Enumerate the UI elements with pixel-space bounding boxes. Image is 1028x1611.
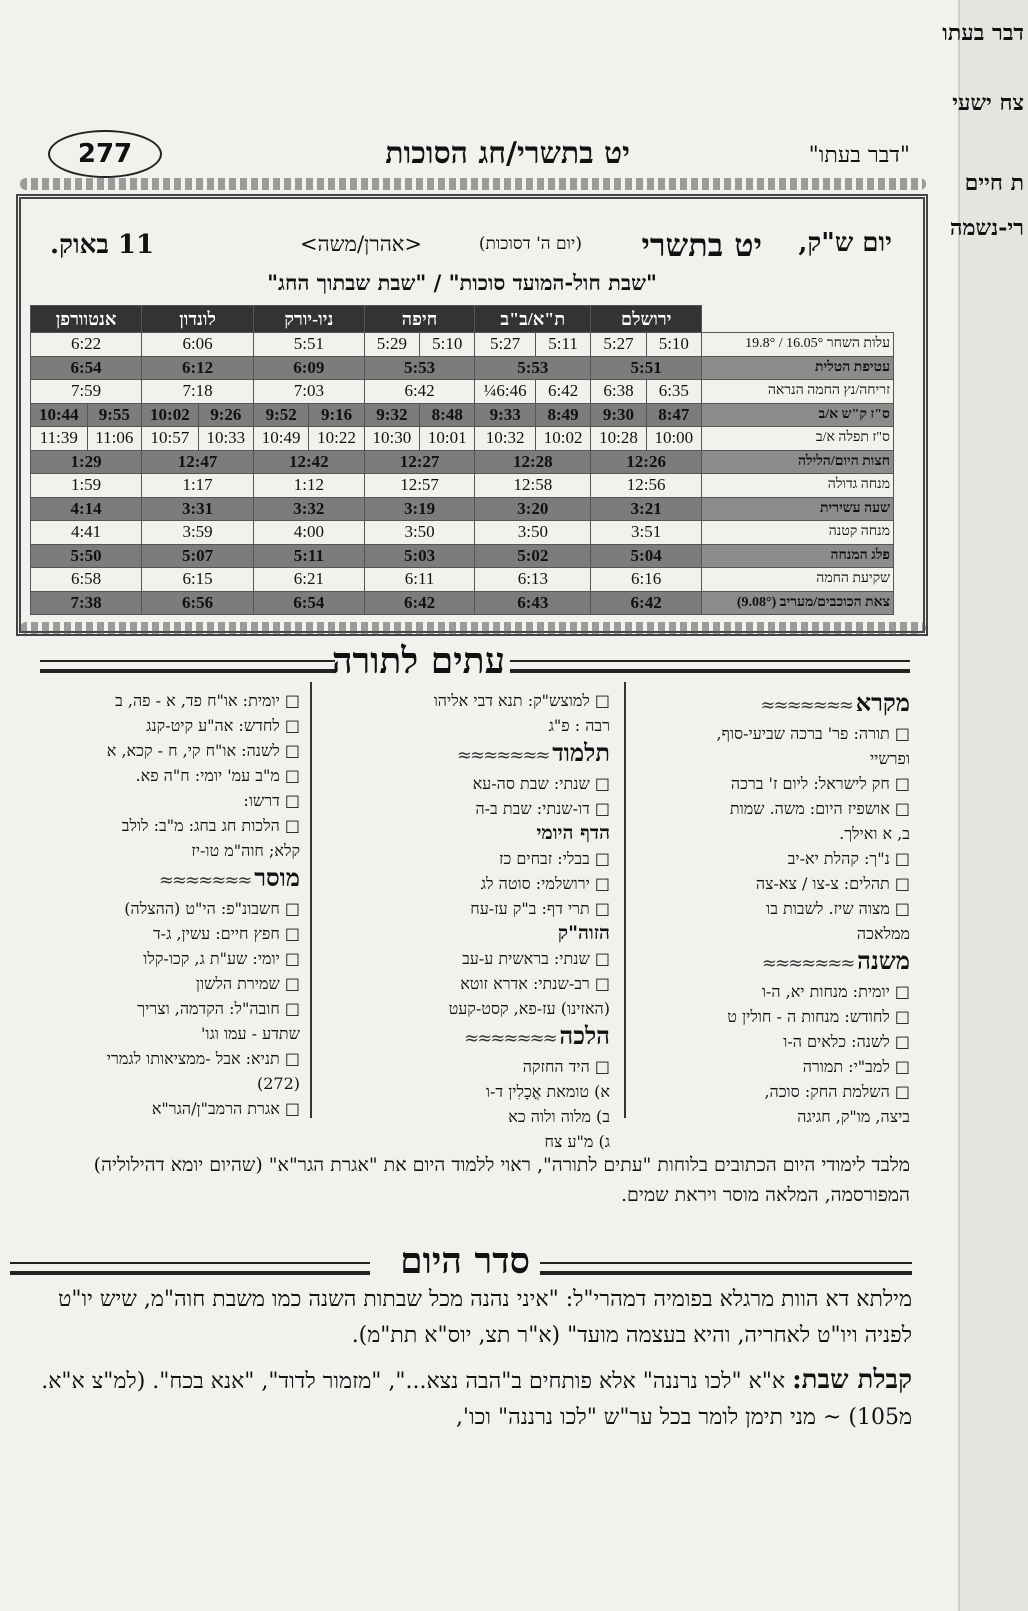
time-cell: 3:32 — [253, 497, 364, 521]
study-line: ג) מ"ע צח — [544, 1132, 610, 1151]
time-cell: 6:58 — [31, 568, 142, 592]
time-cell: 9:52 — [253, 403, 308, 427]
time-cell: 12:58 — [475, 474, 591, 498]
time-cell: 12:47 — [142, 450, 254, 474]
ornament-border-top — [20, 178, 926, 190]
study-line: □ למוצש"ק: תנא דבי אליהו — [433, 691, 610, 710]
shabbat-subtitle: "שבת חול-המועד סוכות" / "שבת שבתוך החג" — [267, 270, 657, 295]
study-line: □ חק לישראל: ליום ז' ברכה — [730, 774, 910, 793]
seder-body — [16, 1282, 912, 1444]
study-line: □ ירושלמי: סוטה לג — [480, 874, 610, 893]
time-cell: 3:59 — [142, 521, 254, 545]
subheading-text: משנה — [857, 946, 910, 975]
study-line: □ לחודש: מנחות ה - חולין ט — [727, 1007, 910, 1026]
row-label: שקיעת החמה — [702, 568, 894, 592]
time-cell: 5:29 — [364, 333, 419, 357]
edge-text: ת חיים — [964, 170, 1024, 196]
study-line: □ דרשו: — [243, 791, 300, 810]
study-line: □ יומית: או"ח פד, א - פה, ב — [115, 691, 300, 710]
time-cell: 6:09 — [253, 356, 364, 380]
time-cell: 6:46¼ — [475, 380, 536, 404]
study-line: קלא; חוה"מ טו-יז — [191, 841, 300, 860]
row-label: עלות השחר 16.05° / 19.8° — [702, 333, 894, 357]
time-cell: 5:02 — [475, 544, 591, 568]
time-cell: 4:14 — [31, 497, 142, 521]
day-line — [32, 226, 892, 264]
city-header: ניו-יורק — [253, 306, 364, 333]
wave-ornament: ≈≈≈≈≈≈≈ — [761, 953, 858, 974]
facing-page-edge — [942, 0, 1028, 1611]
time-cell: 9:55 — [87, 403, 142, 427]
study-line: □ היד החזקה — [522, 1057, 610, 1076]
study-subheading — [26, 863, 300, 896]
time-cell: 6:56 — [142, 591, 254, 615]
table-row — [31, 380, 894, 404]
study-heading — [331, 640, 505, 684]
page-header — [48, 130, 910, 180]
time-cell: 3:51 — [591, 521, 702, 545]
time-cell: 7:03 — [253, 380, 364, 404]
time-cell: 7:18 — [142, 380, 254, 404]
time-cell: 6:42 — [535, 380, 590, 404]
time-cell: 4:41 — [31, 521, 142, 545]
time-cell: 6:22 — [31, 333, 142, 357]
wave-ornament: ≈≈≈≈≈≈≈ — [456, 745, 553, 766]
time-cell: 3:20 — [475, 497, 591, 521]
time-cell: 9:33 — [475, 403, 536, 427]
study-column-right — [638, 688, 910, 1138]
time-cell: 10:02 — [535, 427, 590, 451]
section-rule — [10, 1262, 370, 1275]
study-line: ב) מלוה ולוה כא — [508, 1107, 610, 1126]
study-line: □ תרי דף: ב"ק עז-עח — [470, 899, 610, 918]
time-cell: 10:44 — [31, 403, 88, 427]
time-cell: 8:48 — [420, 403, 475, 427]
study-line: □ מצוה שיז. לשבות בו — [766, 899, 910, 918]
time-cell: 10:01 — [420, 427, 475, 451]
paragraph-text: א"א "לכו נרננה" אלא פותחים ב"הבה נצא...", "מזמור לדוד", "אנא בכח". (למ"צ א"א. מ105) ~ מני תימן לומר בכל ער"ש "לכו נרננה" וכו', — [41, 1369, 912, 1430]
city-header: אנטוורפן — [31, 306, 142, 333]
row-label: מנחה גדולה — [702, 474, 894, 498]
time-cell: 12:27 — [364, 450, 475, 474]
time-cell: 6:06 — [142, 333, 254, 357]
time-cell: 5:51 — [591, 356, 702, 380]
study-subheading — [638, 946, 910, 979]
time-cell: 5:10 — [646, 333, 701, 357]
time-cell: 12:56 — [591, 474, 702, 498]
subheading-text: הלכה — [559, 1021, 610, 1050]
study-line: □ חפץ חיים: עשין, ג-ד — [152, 924, 300, 943]
time-cell: 10:22 — [309, 427, 364, 451]
city-header: לונדון — [142, 306, 254, 333]
table-row — [31, 427, 894, 451]
study-line: □ תורה: פר' ברכה שביעי-סוף, — [716, 724, 910, 743]
seder-title: סדר היום — [400, 1240, 530, 1282]
study-subheading: הדף היומי — [536, 822, 610, 844]
time-cell: 10:00 — [646, 427, 701, 451]
time-cell: 5:03 — [364, 544, 475, 568]
study-line: □ יומית: מנחות יא, ה-ו — [761, 982, 910, 1001]
ornament-border-bottom — [20, 622, 926, 634]
study-line: □ חשבונ"פ: הי"ט (ההצלה) — [124, 899, 300, 918]
zmanim-table — [30, 305, 894, 615]
table-row — [31, 403, 894, 427]
row-label: מנחה קטנה — [702, 521, 894, 545]
time-cell: 3:50 — [364, 521, 475, 545]
study-title: עתים לתורה — [331, 640, 505, 682]
table-row — [31, 474, 894, 498]
time-cell: 9:26 — [198, 403, 253, 427]
time-cell: 10:57 — [142, 427, 198, 451]
study-line: □ לחדש: אה"ע קיט-קנג — [146, 716, 300, 735]
study-column-middle — [320, 688, 610, 1151]
time-cell: 6:12 — [142, 356, 254, 380]
table-row — [31, 568, 894, 592]
table-row — [31, 356, 894, 380]
time-cell: 6:16 — [591, 568, 702, 592]
edge-text: דבר בעתו — [942, 20, 1024, 46]
study-line: □ מ"ב עמ' יומי: ח"ה פא. — [135, 766, 300, 785]
time-cell: 6:42 — [364, 591, 475, 615]
holiday-note: (יום ה' דסוכות) — [478, 234, 582, 254]
study-line: □ אגרת הרמב"ן/הגר"א — [151, 1099, 300, 1118]
book-source: "דבר בעתו" — [808, 143, 910, 168]
time-cell: 10:33 — [198, 427, 253, 451]
study-line: □ הלכות חג בחג: מ"ב: לולב — [121, 816, 300, 835]
edge-text: רי-נשמה — [949, 215, 1024, 241]
study-line: □ השלמת החק: סוכה, — [764, 1082, 910, 1101]
paragraph — [16, 1362, 912, 1436]
study-line: שתדע - עמו וגו' — [201, 1024, 300, 1043]
row-label: צאת הכוכבים/מעריב (9.08°) — [702, 591, 894, 615]
study-line: □ רב-שנתי: אדרא זוטא — [460, 974, 610, 993]
study-line: □ שנתי: בראשית ע-עב — [462, 949, 610, 968]
time-cell: 1:29 — [31, 450, 142, 474]
study-line: ממלאכה — [856, 924, 910, 943]
time-cell: 11:39 — [31, 427, 88, 451]
study-line: □ חובה"ל: הקדמה, וצריך — [137, 999, 300, 1018]
city-header: ת"א/ב"ב — [475, 306, 591, 333]
page-title: יט בתשרי/חג הסוכות — [385, 136, 630, 171]
time-cell: 6:13 — [475, 568, 591, 592]
table-row — [31, 497, 894, 521]
study-line: □ לשנה: או"ח קי, ח - קכא, א — [106, 741, 300, 760]
time-cell: 7:59 — [31, 380, 142, 404]
time-cell: 5:04 — [591, 544, 702, 568]
study-line: (האזינו) עז-פא, קסט-קעט — [448, 999, 610, 1018]
study-line: □ אושפיז היום: משה. שמות — [729, 799, 910, 818]
time-cell: 1:17 — [142, 474, 254, 498]
study-line: א) טומאת אֳכָלִין ד-ו — [485, 1082, 610, 1101]
time-cell: 3:31 — [142, 497, 254, 521]
section-rule — [40, 660, 335, 673]
time-cell: 5:27 — [591, 333, 646, 357]
study-subheading: הזוה"ק — [557, 922, 610, 944]
time-cell: 6:42 — [364, 380, 475, 404]
study-line: □ לשנה: כלאים ה-ו — [783, 1032, 910, 1051]
subheading-text: מוסר — [254, 863, 300, 892]
time-cell: 11:06 — [87, 427, 142, 451]
time-cell: 4:00 — [253, 521, 364, 545]
city-header: חיפה — [364, 306, 475, 333]
time-cell: 10:30 — [364, 427, 419, 451]
time-cell: 8:49 — [535, 403, 590, 427]
study-subheading — [320, 1021, 610, 1054]
row-label: עטיפת הטלית — [702, 356, 894, 380]
time-cell: 6:54 — [31, 356, 142, 380]
study-line: ופרשיי — [869, 749, 910, 768]
row-label: שעה עשירית — [702, 497, 894, 521]
time-cell: 5:10 — [420, 333, 475, 357]
wave-ornament: ≈≈≈≈≈≈≈ — [158, 870, 255, 891]
time-cell: 1:12 — [253, 474, 364, 498]
hebrew-date: יט בתשרי — [641, 226, 762, 264]
row-label: פלג המנחה — [702, 544, 894, 568]
time-cell: 9:16 — [309, 403, 364, 427]
study-line: □ דו-שנתי: שבת ב-ה — [475, 799, 610, 818]
row-label: ס"ז ק"ש א/ב — [702, 403, 894, 427]
subheading-text: תלמוד — [552, 738, 610, 767]
section-rule — [510, 660, 910, 673]
study-line: □ נ"ך: קהלת יא-יב — [787, 849, 910, 868]
row-label: חצות היום/הלילה — [702, 450, 894, 474]
time-cell: 8:47 — [646, 403, 701, 427]
time-cell: 5:07 — [142, 544, 254, 568]
time-cell: 9:32 — [364, 403, 419, 427]
time-cell: 5:53 — [364, 356, 475, 380]
study-line: ביצה, מו"ק, חגיגה — [797, 1107, 910, 1126]
row-label: זריחה/נץ החמה הנראה — [702, 380, 894, 404]
time-cell: 7:38 — [31, 591, 142, 615]
study-line: □ למב"י: תמורה — [802, 1057, 910, 1076]
time-cell: 5:27 — [475, 333, 536, 357]
study-line: □ תהלים: צ-צו / צא-צה — [755, 874, 910, 893]
page-number: 277 — [48, 130, 162, 178]
table-row — [31, 544, 894, 568]
time-cell: 9:30 — [591, 403, 646, 427]
study-line: (272) — [256, 1074, 300, 1093]
study-line: □ שנתי: שבת סה-עא — [472, 774, 610, 793]
time-cell: 3:50 — [475, 521, 591, 545]
time-cell: 10:49 — [253, 427, 308, 451]
time-cell: 5:11 — [253, 544, 364, 568]
section-rule — [540, 1262, 912, 1275]
study-columns — [26, 688, 910, 1150]
time-cell: 3:21 — [591, 497, 702, 521]
study-line: □ יומי: שע"ת ג, קכו-קלו — [143, 949, 300, 968]
time-cell: 12:26 — [591, 450, 702, 474]
table-row — [31, 521, 894, 545]
time-cell: 12:57 — [364, 474, 475, 498]
time-cell: 6:15 — [142, 568, 254, 592]
table-header-row — [31, 306, 894, 333]
time-cell: 12:42 — [253, 450, 364, 474]
time-cell: 6:35 — [646, 380, 701, 404]
study-line: ב, א ואילך. — [839, 824, 910, 843]
time-cell: 6:11 — [364, 568, 475, 592]
study-line: רבה : פ"ג — [548, 716, 610, 735]
time-cell: 5:50 — [31, 544, 142, 568]
wave-ornament: ≈≈≈≈≈≈≈ — [464, 1028, 560, 1049]
subheading-text: מקרא — [855, 688, 910, 717]
study-subheading — [320, 738, 610, 771]
table-row — [31, 591, 894, 615]
ushpizin: <אהרן/משה> — [299, 232, 422, 256]
table-row — [31, 450, 894, 474]
time-cell: 1:59 — [31, 474, 142, 498]
time-cell: 5:53 — [475, 356, 591, 380]
seder-heading — [380, 1240, 530, 1284]
row-label: ס"ז תפלה א/ב — [702, 427, 894, 451]
study-note: מלבד לימודי היום הכתובים בלוחות "עתים לתורה", ראוי ללמוד היום את "אגרת הגר"א" (שהיום יומא דהילוליה) המפורסמה, המלאה מוסר ויראת שמים. — [93, 1154, 910, 1206]
study-subheading — [638, 688, 910, 721]
paragraph-heading: קבלת שבת: — [792, 1365, 912, 1395]
time-cell: 6:21 — [253, 568, 364, 592]
study-line: □ בבלי: זבחים כז — [499, 849, 610, 868]
time-cell: 3:19 — [364, 497, 475, 521]
time-cell: 10:02 — [142, 403, 198, 427]
time-cell: 6:54 — [253, 591, 364, 615]
wave-ornament: ≈≈≈≈≈≈≈ — [760, 695, 856, 716]
time-cell: 10:28 — [591, 427, 646, 451]
gregorian-date: 11 באוק. — [50, 230, 155, 260]
study-line: □ שמירת הלשון — [195, 974, 300, 993]
time-cell: 5:11 — [535, 333, 590, 357]
time-cell: 6:43 — [475, 591, 591, 615]
paragraph: מילתא דא הוות מרגלא בפומיה דמהרי"ל: "איני נהנה מכל שבתות השנה כמו משבת חוה"מ, שיש יו"ט לפניה ויו"ט לאחריה, והיא בעצמה מועד" (א"ר תצ, יוס"א תת"מ). — [58, 1287, 912, 1348]
time-cell: 5:51 — [253, 333, 364, 357]
edge-text: צח ישעי — [952, 90, 1024, 116]
time-cell: 6:38 — [591, 380, 646, 404]
weekday: יום ש"ק, — [798, 228, 892, 258]
time-cell: 6:42 — [591, 591, 702, 615]
time-cell: 12:28 — [475, 450, 591, 474]
study-line: □ תניא: אבל -ממציאותו לגמרי — [106, 1049, 300, 1068]
study-column-left — [26, 688, 300, 1138]
city-header: ירושלם — [591, 306, 702, 333]
time-cell: 10:32 — [475, 427, 536, 451]
table-row — [31, 333, 894, 357]
